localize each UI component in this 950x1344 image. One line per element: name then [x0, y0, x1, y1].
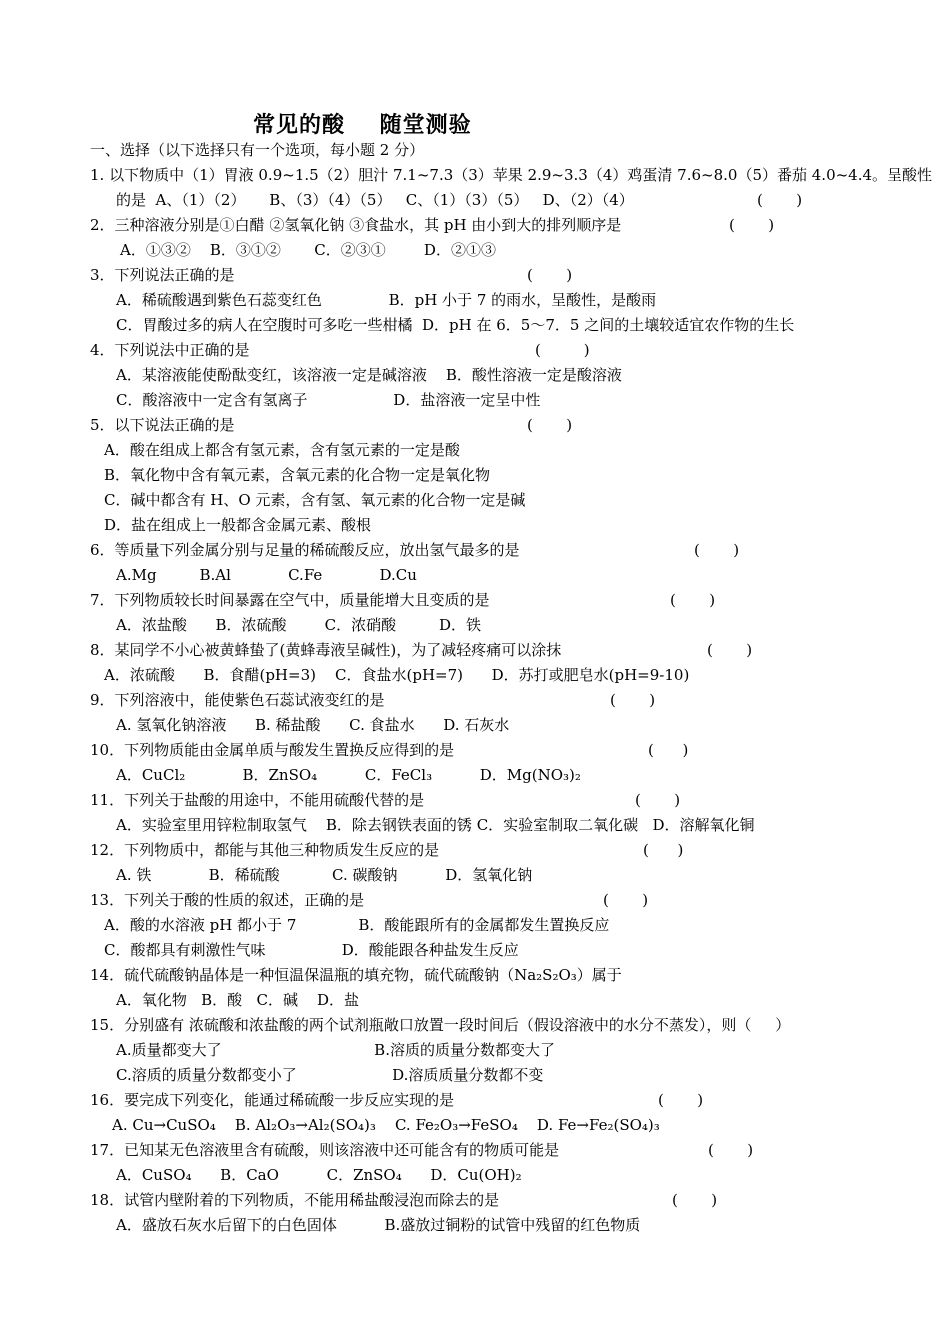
answer-blank[interactable]: ( )	[527, 266, 573, 284]
text-line: 15．分别盛有 浓硫酸和浓盐酸的两个试剂瓶敞口放置一段时间后（假设溶液中的水分不蒸发），则（ ）	[90, 1016, 791, 1034]
text-line: A.Mg B.Al C.Fe D.Cu	[116, 566, 417, 584]
text-line: 一、选择（以下选择只有一个选项，每小题 2 分）	[90, 141, 425, 159]
page-title: 常见的酸 随堂测验	[253, 113, 472, 138]
text-line: 5．以下说法正确的是	[90, 416, 235, 434]
text-line: 4．下列说法中正确的是	[90, 341, 250, 359]
text-line: 3．下列说法正确的是	[90, 266, 235, 284]
text-line: A. 铁 B．稀硫酸 C. 碳酸钠 D．氢氧化钠	[116, 866, 533, 884]
text-line: A．①③② B．③①② C．②③① D．②①③	[120, 241, 496, 259]
text-line: 18．试管内壁附着的下列物质，不能用稀盐酸浸泡而除去的是	[90, 1191, 500, 1209]
text-line: A．CuCl₂ B．ZnSO₄ C．FeCl₃ D．Mg(NO₃)₂	[116, 766, 581, 784]
text-line: A. 氢氧化钠溶液 B. 稀盐酸 C. 食盐水 D. 石灰水	[116, 716, 510, 734]
text-line: 11．下列关于盐酸的用途中，不能用硫酸代替的是	[90, 791, 425, 809]
text-line: A．浓盐酸 B．浓硫酸 C．浓硝酸 D．铁	[116, 616, 482, 634]
text-line: 12．下列物质中，都能与其他三种物质发生反应的是	[90, 841, 440, 859]
answer-blank[interactable]: ( )	[658, 1091, 704, 1109]
answer-blank[interactable]: ( )	[535, 341, 590, 359]
text-line: 8．某同学不小心被黄蜂蛰了(黄蜂毒液呈碱性)，为了减轻疼痛可以涂抹	[90, 641, 562, 659]
text-line: 2．三种溶液分别是①白醋 ②氢氧化钠 ③食盐水，其 pH 由小到大的排列顺序是	[90, 216, 622, 234]
text-line: A．稀硫酸遇到紫色石蕊变红色 B．pH 小于 7 的雨水，呈酸性，是酸雨	[116, 291, 657, 309]
text-line: A. Cu→CuSO₄ B. Al₂O₃→Al₂(SO₄)₃ C. Fe₂O₃→FeSO₄ D. Fe→Fe₂(SO₄)₃	[112, 1116, 660, 1134]
text-line: A．盛放石灰水后留下的白色固体 B.盛放过铜粉的试管中残留的红色物质	[116, 1216, 641, 1234]
text-line: A．浓硫酸 B．食醋(pH=3) C．食盐水(pH=7) D．苏打或肥皂水(pH=9-10)	[104, 666, 690, 684]
text-line: C．胃酸过多的病人在空腹时可多吃一些柑橘 D．pH 在 6．5～7．5 之间的土壤较适宜农作物的生长	[116, 316, 795, 334]
text-line: A．某溶液能使酚酞变红，该溶液一定是碱溶液 B．酸性溶液一定是酸溶液	[116, 366, 622, 384]
text-line: D．盐在组成上一般都含金属元素、酸根	[104, 516, 372, 534]
text-line: A．CuSO₄ B．CaO C．ZnSO₄ D．Cu(OH)₂	[116, 1166, 522, 1184]
text-line: 13．下列关于酸的性质的叙述，正确的是	[90, 891, 365, 909]
text-line: 9．下列溶液中，能使紫色石蕊试液变红的是	[90, 691, 385, 709]
answer-blank[interactable]: ( )	[610, 691, 656, 709]
answer-blank[interactable]: ( )	[757, 191, 803, 209]
answer-blank[interactable]: ( )	[635, 791, 681, 809]
answer-blank[interactable]: ( )	[603, 891, 649, 909]
answer-blank[interactable]: ( )	[729, 216, 775, 234]
text-line: C.溶质的质量分数都变小了 D.溶质质量分数都不变	[116, 1066, 544, 1084]
text-line: A．氧化物 B．酸 C．碱 D．盐	[116, 991, 360, 1009]
answer-blank[interactable]: ( )	[643, 841, 684, 859]
text-line: 10．下列物质能由金属单质与酸发生置换反应得到的是	[90, 741, 455, 759]
answer-blank[interactable]: ( )	[672, 1191, 718, 1209]
text-line: A．实验室里用锌粒制取氢气 B．除去钢铁表面的锈 C．实验室制取二氧化碳 D．溶解氧化铜	[116, 816, 755, 834]
answer-blank[interactable]: ( )	[694, 541, 740, 559]
answer-blank[interactable]: ( )	[707, 641, 753, 659]
answer-blank[interactable]: ( )	[527, 416, 573, 434]
text-line: C．碱中都含有 H、O 元素，含有氢、氧元素的化合物一定是碱	[104, 491, 526, 509]
text-line: 1. 以下物质中（1）胃液 0.9~1.5（2）胆汁 7.1~7.3（3）苹果 2.9~3.3（4）鸡蛋清 7.6~8.0（5）番茄 4.0~4.4。呈酸性	[90, 166, 933, 184]
text-line: C．酸溶液中一定含有氢离子 D．盐溶液一定呈中性	[116, 391, 541, 409]
answer-blank[interactable]: ( )	[670, 591, 716, 609]
text-line: 17．已知某无色溶液里含有硫酸，则该溶液中还可能含有的物质可能是	[90, 1141, 560, 1159]
text-line: 16．要完成下列变化，能通过稀硫酸一步反应实现的是	[90, 1091, 455, 1109]
text-line: A．酸的水溶液 pH 都小于 7 B．酸能跟所有的金属都发生置换反应	[104, 916, 610, 934]
text-line: A．酸在组成上都含有氢元素，含有氢元素的一定是酸	[104, 441, 460, 459]
answer-blank[interactable]: ( )	[648, 741, 689, 759]
text-line: A.质量都变大了 B.溶质的质量分数都变大了	[116, 1041, 555, 1059]
text-line: 的是 A、（1）（2） B、（3）（4）（5） C、（1）（3）（5） D、（2）（4）	[116, 191, 634, 209]
text-line: 14．硫代硫酸钠晶体是一种恒温保温瓶的填充物，硫代硫酸钠（Na₂S₂O₃）属于	[90, 966, 622, 984]
text-line: B．氧化物中含有氧元素，含氧元素的化合物一定是氧化物	[104, 466, 491, 484]
text-line: C．酸都具有刺激性气味 D．酸能跟各种盐发生反应	[104, 941, 519, 959]
text-line: 7．下列物质较长时间暴露在空气中，质量能增大且变质的是	[90, 591, 490, 609]
text-line: 6．等质量下列金属分别与足量的稀硫酸反应，放出氢气最多的是	[90, 541, 520, 559]
answer-blank[interactable]: ( )	[708, 1141, 754, 1159]
